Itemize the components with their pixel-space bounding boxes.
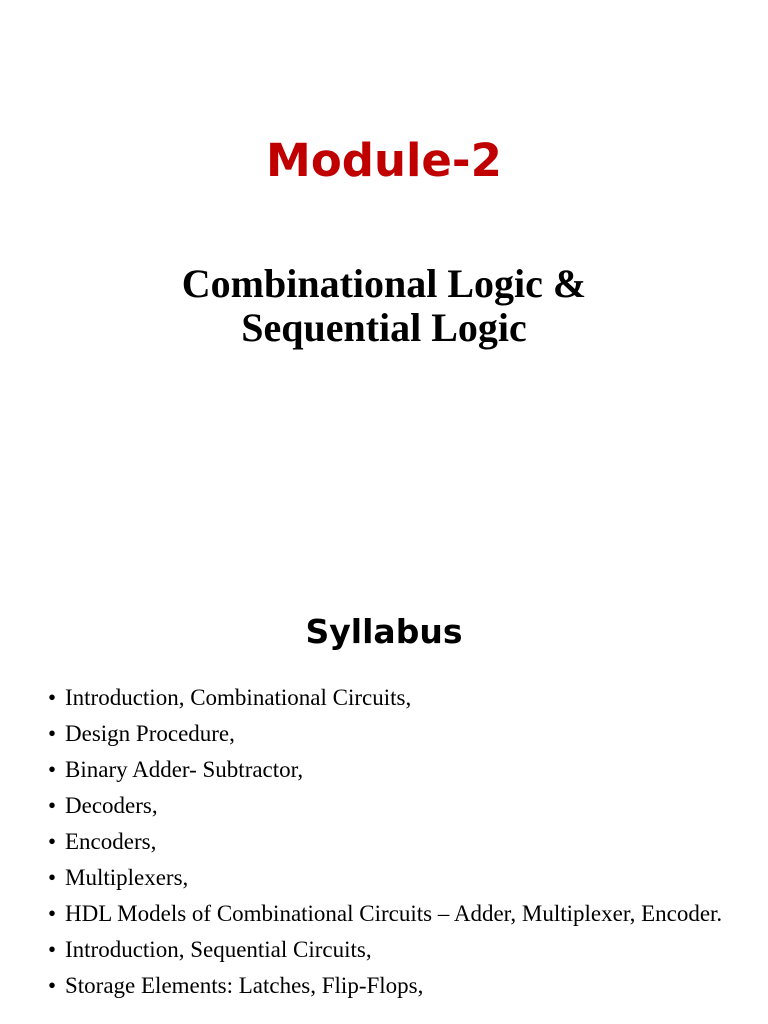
- bullet-icon: •: [48, 757, 57, 782]
- syllabus-item-text: Decoders,: [65, 793, 158, 818]
- subtitle-line-2: Sequential Logic: [241, 305, 527, 350]
- bullet-icon: •: [48, 685, 57, 710]
- bullet-icon: •: [48, 865, 57, 890]
- syllabus-item-text: Encoders,: [65, 829, 157, 854]
- bullet-icon: •: [48, 829, 57, 854]
- syllabus-item-text: Storage Elements: Latches, Flip-Flops,: [65, 973, 424, 998]
- syllabus-item-text: Multiplexers,: [65, 865, 189, 890]
- bullet-icon: •: [48, 937, 57, 962]
- syllabus-item: [48, 828, 728, 856]
- syllabus-item: [48, 756, 728, 784]
- syllabus-item: [48, 864, 728, 892]
- syllabus-item-text: Binary Adder- Subtractor,: [65, 757, 304, 782]
- syllabus-title: Syllabus: [305, 612, 463, 651]
- syllabus-item: [48, 936, 728, 964]
- bullet-icon: •: [48, 793, 57, 818]
- syllabus-list: [48, 684, 728, 1008]
- module-title: Module-2: [266, 134, 502, 187]
- syllabus-item-text: Introduction, Sequential Circuits,: [65, 937, 372, 962]
- syllabus-item-text: Design Procedure,: [65, 721, 235, 746]
- syllabus-item-text: Introduction, Combinational Circuits,: [65, 685, 412, 710]
- bullet-icon: •: [48, 973, 57, 998]
- module-subtitle: [0, 262, 768, 350]
- syllabus-item: [48, 792, 728, 820]
- subtitle-line-1: Combinational Logic &: [181, 261, 587, 306]
- syllabus-slide: [0, 572, 768, 1024]
- syllabus-item: [48, 900, 728, 928]
- syllabus-item: [48, 684, 728, 712]
- syllabus-item: [48, 972, 728, 1000]
- bullet-icon: •: [48, 901, 57, 926]
- syllabus-item-text: HDL Models of Combinational Circuits – Adder, Multiplexer, Encoder.: [65, 901, 723, 926]
- syllabus-item: [48, 720, 728, 748]
- bullet-icon: •: [48, 721, 57, 746]
